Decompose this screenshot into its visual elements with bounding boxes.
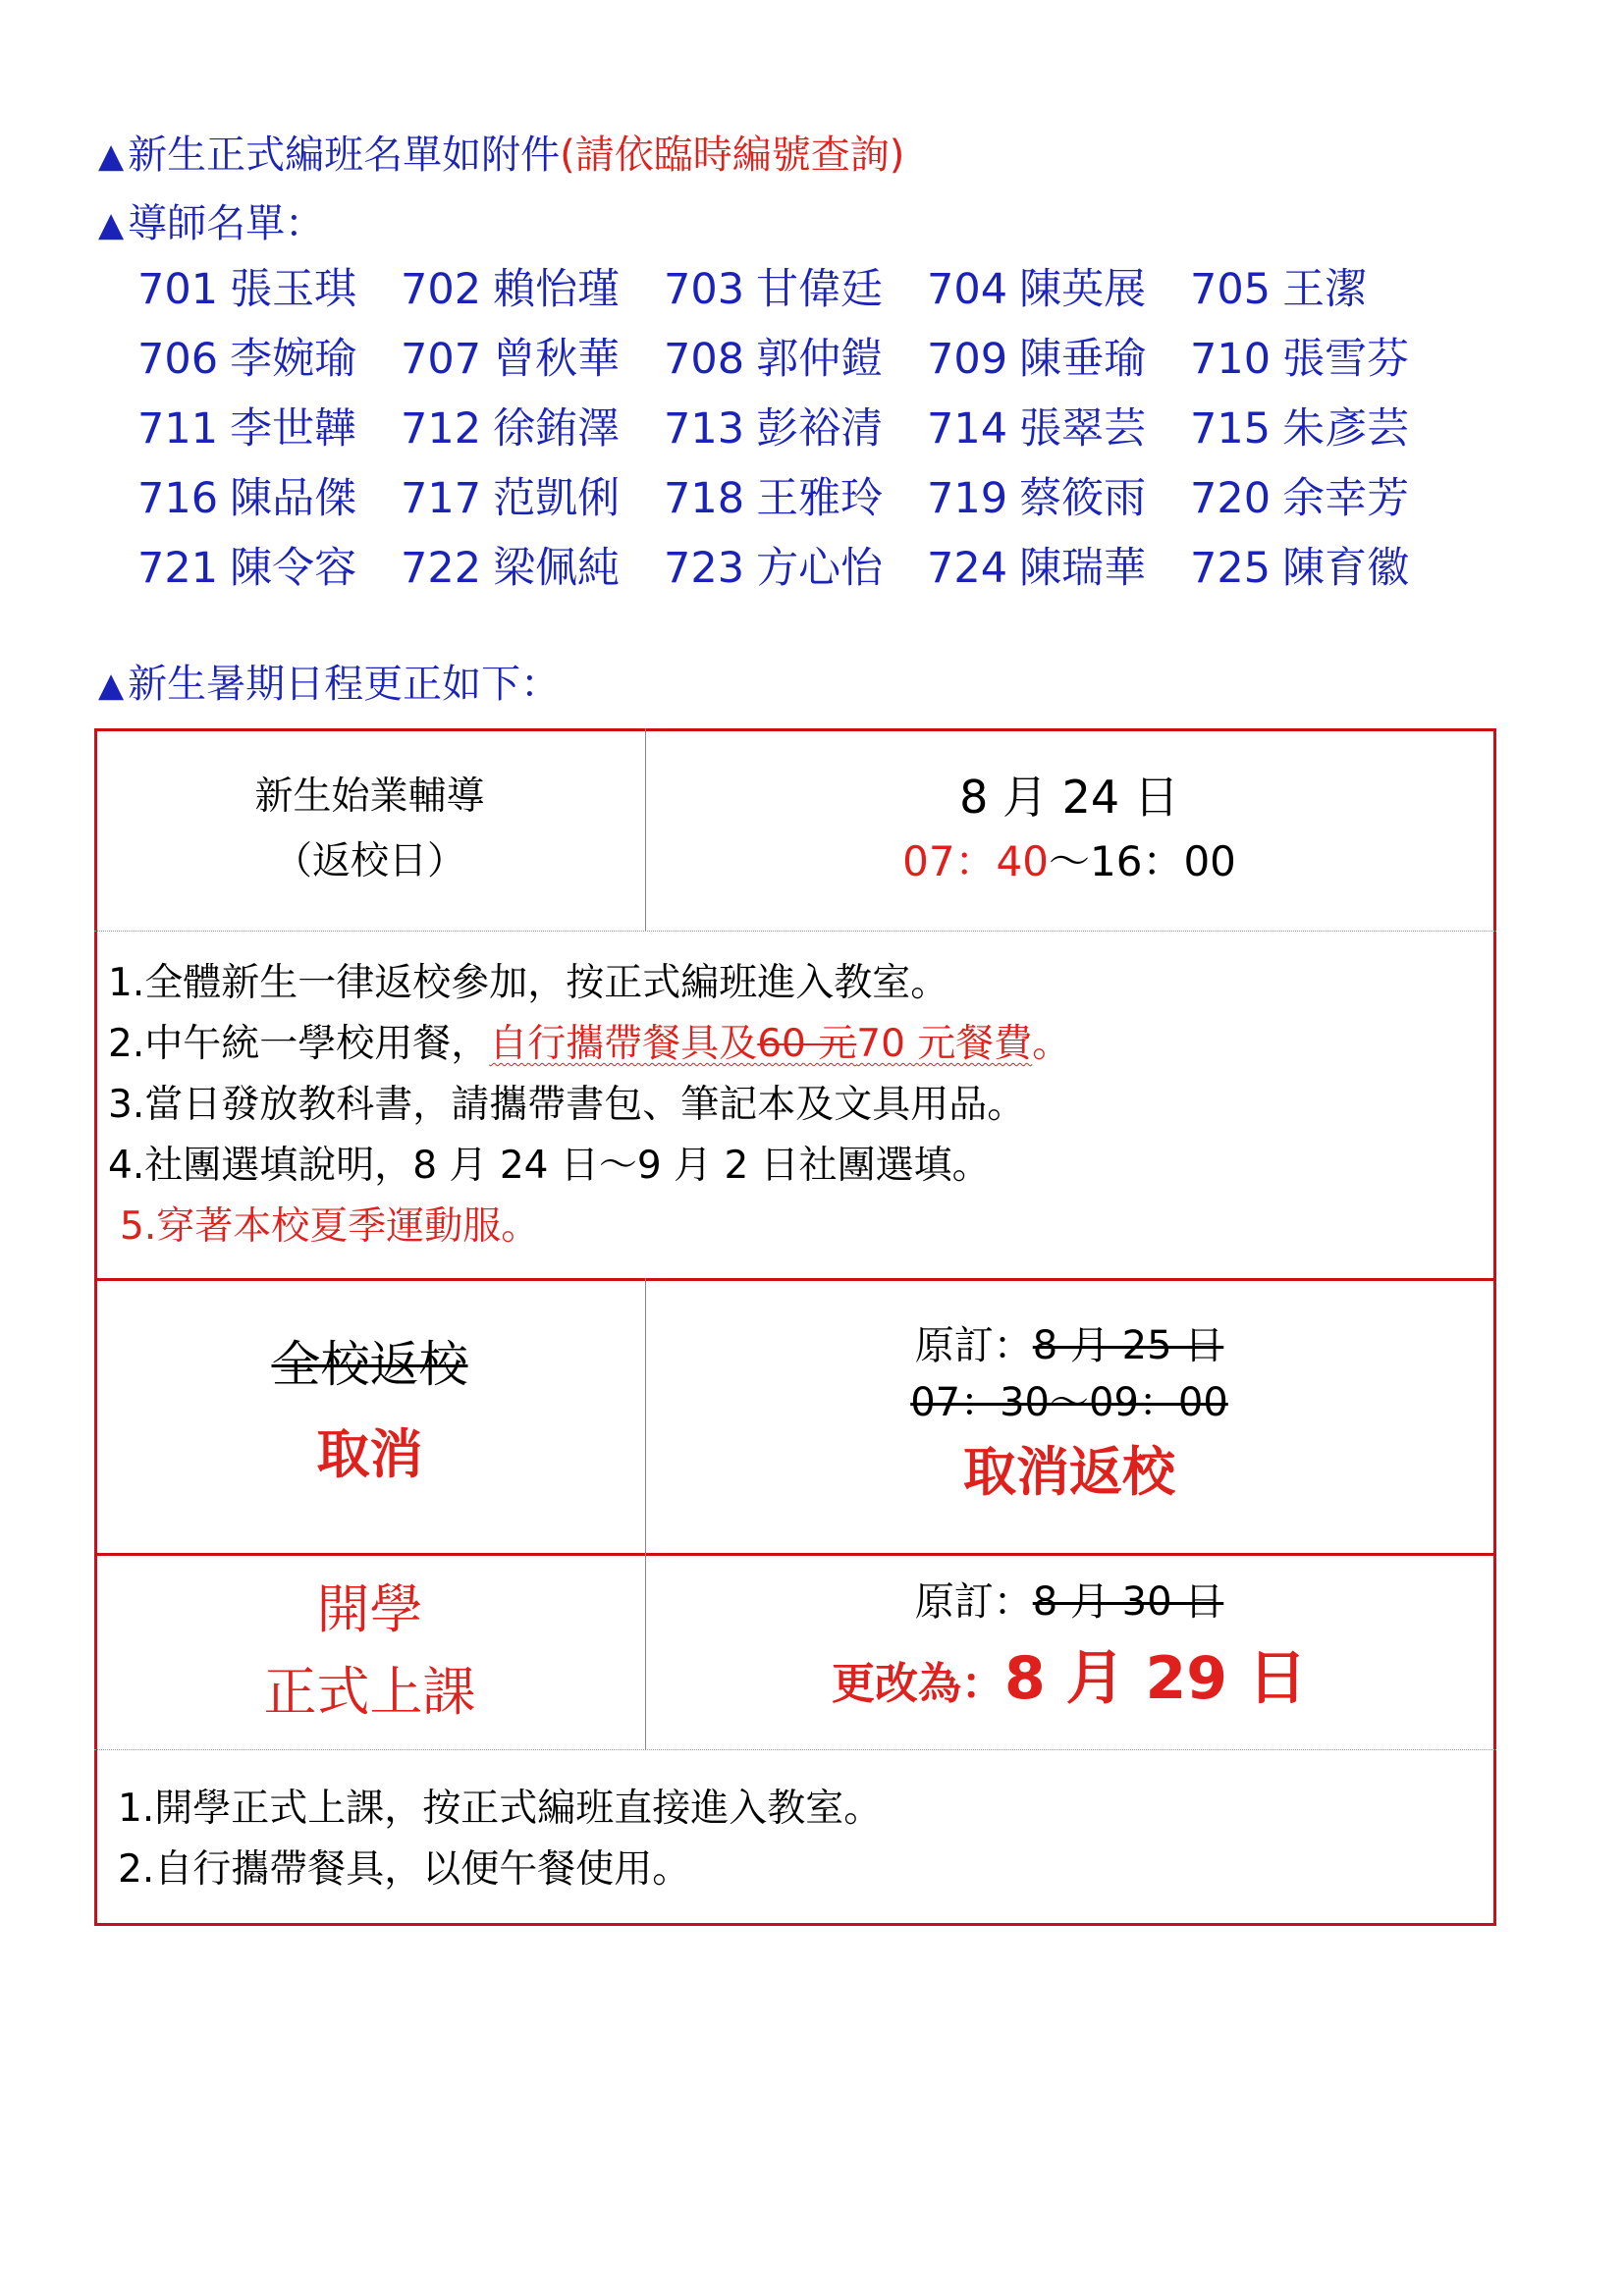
- class-number: 712: [401, 404, 482, 454]
- teacher-name: 朱彥芸: [1282, 404, 1410, 454]
- teacher-item: [664, 402, 927, 456]
- school-start-event-cell: 開學 正式上課: [263, 1578, 476, 1723]
- teacher-item: [927, 333, 1190, 387]
- schedule-heading: ▲ 新生暑期日程更正如下：: [98, 660, 560, 710]
- triangle-bullet-icon: ▲: [98, 136, 125, 176]
- teacher-name: 蔡筱雨: [1019, 474, 1147, 523]
- orientation-event-cell: 新生始業輔導 （返校日）: [254, 774, 485, 883]
- class-number: 723: [664, 544, 745, 593]
- class-number: 725: [1190, 544, 1272, 593]
- class-number: 701: [137, 265, 219, 314]
- orientation-note-2: 2.中午統一學校用餐，自行攜帶餐具及60 元70 元餐費。: [108, 1022, 1071, 1066]
- class-number: 711: [137, 404, 219, 454]
- teacher-name: 王潔: [1282, 265, 1368, 314]
- teacher-item: [664, 472, 927, 526]
- orientation-note-1: 1.全體新生一律返校參加，按正式編班進入教室。: [108, 961, 949, 1005]
- class-number: 713: [664, 404, 745, 454]
- teacher-name: 曾秋華: [493, 335, 621, 384]
- roster-heading: ▲ 新生正式編班名單如附件(請依臨時編號查詢): [98, 131, 904, 181]
- class-number: 710: [1190, 335, 1272, 384]
- teacher-item: [927, 402, 1190, 456]
- teacher-name: 甘偉廷: [756, 265, 884, 314]
- class-number: 716: [137, 474, 219, 523]
- teacher-item: [401, 333, 664, 387]
- teacher-item: [1190, 472, 1453, 526]
- teacher-name: 張翠芸: [1019, 404, 1147, 454]
- school-return-event-cell: 全校返校 取消: [271, 1336, 468, 1485]
- teacher-item: [137, 333, 401, 387]
- teacher-item: [137, 472, 401, 526]
- school-start-note-2: 2.自行攜帶餐具，以便午餐使用。: [118, 1847, 691, 1892]
- orientation-time: 07：40～16：00: [902, 837, 1236, 885]
- teacher-item: [664, 542, 927, 596]
- teacher-name: 梁佩純: [493, 544, 621, 593]
- class-number: 715: [1190, 404, 1272, 454]
- class-number: 704: [927, 265, 1008, 314]
- orientation-date-cell: 8 月 24 日 07：40～16：00: [645, 728, 1493, 931]
- teacher-name: 陳垂瑜: [1019, 335, 1147, 384]
- class-number: 702: [401, 265, 482, 314]
- teacher-name: 陳品傑: [230, 474, 357, 523]
- teachers-heading: ▲ 導師名單：: [98, 199, 324, 249]
- teacher-item: [1190, 402, 1453, 456]
- teacher-list: [137, 263, 1453, 596]
- teacher-item: [401, 472, 664, 526]
- teacher-item: [927, 263, 1190, 317]
- schedule-table: [94, 728, 1496, 1926]
- teacher-item: [401, 402, 664, 456]
- teacher-item: [1190, 542, 1453, 596]
- class-number: 703: [664, 265, 745, 314]
- teacher-name: 李婉瑜: [230, 335, 357, 384]
- teacher-name: 李世韡: [230, 404, 357, 454]
- teacher-item: [401, 263, 664, 317]
- teacher-item: [927, 472, 1190, 526]
- orientation-note-4: 4.社團選填說明，8 月 24 日～9 月 2 日社團選填。: [108, 1144, 991, 1188]
- class-number: 706: [137, 335, 219, 384]
- teacher-item: [137, 263, 401, 317]
- teacher-name: 余幸芳: [1282, 474, 1410, 523]
- class-number: 707: [401, 335, 482, 384]
- school-start-date-cell: 原訂：8 月 30 日 更改為：8 月 29 日: [832, 1578, 1307, 1713]
- class-number: 709: [927, 335, 1008, 384]
- teacher-item: [1190, 333, 1453, 387]
- class-number: 717: [401, 474, 482, 523]
- teacher-name: 賴怡瑾: [493, 265, 621, 314]
- teacher-name: 張玉琪: [230, 265, 357, 314]
- teacher-name: 陳英展: [1019, 265, 1147, 314]
- class-number: 721: [137, 544, 219, 593]
- teacher-name: 徐銪澤: [493, 404, 621, 454]
- class-number: 705: [1190, 265, 1272, 314]
- school-start-note-1: 1.開學正式上課，按正式編班直接進入教室。: [118, 1787, 883, 1831]
- teacher-name: 郭仲鎧: [756, 335, 884, 384]
- school-return-date-cell: 原訂：8 月 25 日 07：30～09：00 取消返校: [910, 1323, 1228, 1503]
- teacher-item: [1190, 263, 1453, 317]
- teacher-item: [137, 402, 401, 456]
- orientation-note-5: 5.穿著本校夏季運動服。: [120, 1204, 540, 1249]
- teacher-name: 陳育徽: [1282, 544, 1410, 593]
- teacher-item: [664, 333, 927, 387]
- teacher-name: 范凱俐: [493, 474, 621, 523]
- class-number: 720: [1190, 474, 1272, 523]
- orientation-note-3: 3.當日發放教科書，請攜帶書包、筆記本及文具用品。: [108, 1083, 1026, 1127]
- teacher-name: 彭裕清: [756, 404, 884, 454]
- class-number: 714: [927, 404, 1008, 454]
- teacher-name: 張雪芬: [1282, 335, 1410, 384]
- class-number: 724: [927, 544, 1008, 593]
- teacher-name: 王雅玲: [756, 474, 884, 523]
- teacher-item: [137, 542, 401, 596]
- class-number: 718: [664, 474, 745, 523]
- triangle-bullet-icon: ▲: [98, 205, 125, 244]
- class-number: 719: [927, 474, 1008, 523]
- class-number: 708: [664, 335, 745, 384]
- teacher-name: 方心怡: [756, 544, 884, 593]
- teacher-item: [927, 542, 1190, 596]
- teacher-item: [401, 542, 664, 596]
- teacher-item: [664, 263, 927, 317]
- teacher-name: 陳令容: [230, 544, 357, 593]
- class-number: 722: [401, 544, 482, 593]
- teacher-name: 陳瑞華: [1019, 544, 1147, 593]
- triangle-bullet-icon: ▲: [98, 666, 125, 705]
